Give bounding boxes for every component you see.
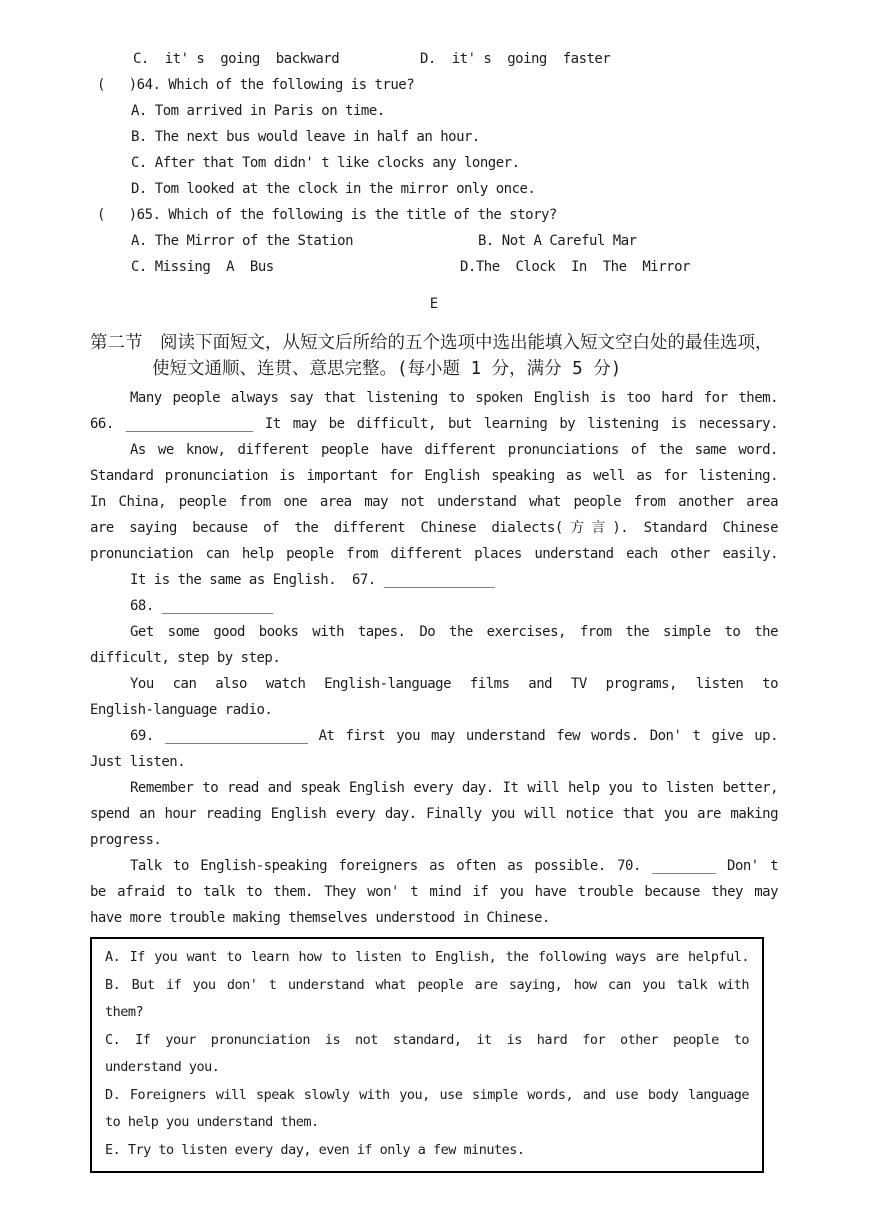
passage-line: English-language radio. [90, 702, 273, 718]
passage-line: Standard pronunciation is important for English speaking as well as for listening. [90, 468, 778, 484]
passage-line: are saying because of the different Chinese dialects(方言). Standard Chinese [90, 520, 778, 536]
passage-line: As we know, different people have different pronunciations of the same word. [130, 442, 778, 458]
passage-line: be afraid to talk to them. They won' t mind if you have trouble because they may [90, 884, 778, 900]
box-option-c-cont: understand you. [105, 1059, 220, 1075]
option-c: C. Missing A Bus [131, 259, 274, 275]
page-content [90, 46, 778, 1173]
box-option-b-cont: them? [105, 1004, 144, 1020]
passage-line-blank-70: Talk to English-speaking foreigners as often as possible. 70. ________ Don' t [130, 858, 778, 874]
passage-line: have more trouble making themselves understood in Chinese. [90, 910, 550, 926]
section-instructions-line-1: 第二节 阅读下面短文，从短文后所给的五个选项中选出能填入短文空白处的最佳选项， [90, 333, 773, 353]
question-64-option-d: D. Tom looked at the clock in the mirror only once. [131, 181, 536, 197]
question-65-head: ( )65. Which of the following is the title of the story? [97, 207, 557, 223]
box-option-e: E. Try to listen every day, even if only a few minutes. [105, 1141, 525, 1158]
box-option-d: D. Foreigners will speak slowly with you, use simple words, and use body language [105, 1086, 749, 1103]
passage-line: You can also watch English-language films and TV programs, listen to [130, 676, 778, 692]
question-65-options-row-1 [90, 228, 778, 254]
option-b: B. Not A Careful Mar [478, 233, 637, 249]
option-c: C. it' s going backward [133, 51, 340, 67]
question-63-options-row [90, 46, 778, 72]
option-d: D. it' s going faster [420, 51, 611, 67]
passage-line-blank-69: 69. __________________ At first you may understand few words. Don' t give up. [130, 728, 778, 744]
passage-line: spend an hour reading English every day. Finally you will notice that you are making [90, 806, 778, 822]
passage-line: progress. [90, 832, 162, 848]
passage-line: pronunciation can help people from different places understand each other easily. [90, 546, 778, 562]
passage-line-blank-67: It is the same as English. 67. ______________ [130, 572, 495, 588]
box-option-c: C. If your pronunciation is not standard, it is hard for other people to [105, 1031, 749, 1048]
question-65-options-row-2 [90, 254, 778, 280]
question-64-option-a: A. Tom arrived in Paris on time. [131, 103, 385, 119]
passage-line: difficult, step by step. [90, 650, 281, 666]
question-64-option-c: C. After that Tom didn' t like clocks any longer. [131, 155, 520, 171]
passage-line: Get some good books with tapes. Do the exercises, from the simple to the [130, 624, 778, 640]
passage-line: In China, people from one area may not understand what people from another area [90, 494, 778, 510]
passage-line: Remember to read and speak English every day. It will help you to listen better, [130, 780, 778, 796]
question-64-option-b: B. The next bus would leave in half an hour. [131, 129, 480, 145]
passage-line: Many people always say that listening to spoken English is too hard for them. [130, 390, 778, 406]
section-e-heading: E [429, 296, 439, 312]
option-a: A. The Mirror of the Station [131, 233, 354, 249]
passage-line-blank-66: 66. ________________ It may be difficult, but learning by listening is necessary. [90, 416, 778, 432]
section-instructions-line-2: 使短文通顺、连贯、意思完整。(每小题 1 分，满分 5 分) [152, 359, 622, 379]
option-d: D.The Clock In The Mirror [460, 259, 690, 275]
passage-line: Just listen. [90, 754, 186, 770]
box-option-b: B. But if you don' t understand what people are saying, how can you talk with [105, 976, 749, 993]
box-option-d-cont: to help you understand them. [105, 1114, 319, 1130]
question-64-head: ( )64. Which of the following is true? [97, 77, 415, 93]
box-option-a: A. If you want to learn how to listen to English, the following ways are helpful. [105, 949, 749, 965]
answer-options-box [90, 937, 764, 1173]
passage-line-blank-68: 68. ______________ [130, 598, 273, 614]
cloze-passage [90, 385, 778, 931]
